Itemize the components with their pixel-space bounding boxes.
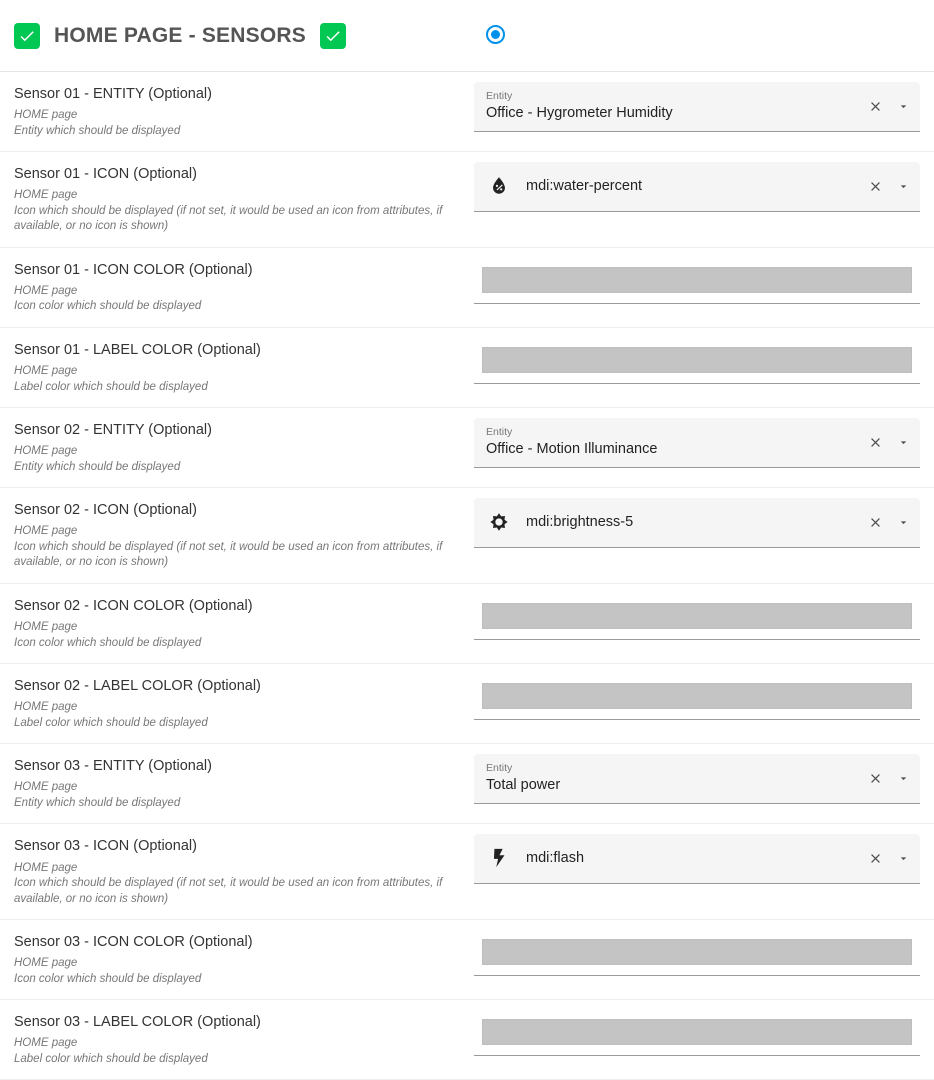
icon-picker[interactable]: [474, 498, 920, 548]
row-control-group: [474, 744, 934, 812]
row-label-group: [0, 248, 474, 327]
row-title: Sensor 01 - LABEL COLOR (Optional): [14, 341, 261, 358]
row-control-group: [474, 248, 934, 312]
color-swatch[interactable]: [482, 683, 912, 709]
color-input[interactable]: [474, 594, 920, 640]
radio-inner-dot: [491, 30, 500, 39]
row-description: Entity which should be displayed: [14, 796, 181, 809]
row-page-note: HOME page: [14, 109, 78, 122]
row-description: Label color which should be displayed: [14, 380, 208, 393]
icon-picker-actions: [866, 849, 912, 867]
clear-icon[interactable]: [866, 433, 884, 451]
row-control-group: [474, 328, 934, 392]
row-label-group: [0, 72, 474, 151]
row-label-group: [0, 584, 474, 663]
icon-field-value: mdi:brightness-5: [526, 514, 634, 531]
settings-row: [0, 328, 934, 408]
row-label-group: [0, 408, 474, 487]
row-title: Sensor 03 - ICON (Optional): [14, 838, 197, 855]
icon-picker-actions: [866, 177, 912, 195]
color-swatch[interactable]: [482, 347, 912, 373]
entity-picker[interactable]: [474, 418, 920, 468]
settings-row: [0, 152, 934, 248]
header-radio-button[interactable]: [486, 25, 508, 47]
clear-icon[interactable]: [866, 177, 884, 195]
color-swatch[interactable]: [482, 1019, 912, 1045]
settings-row: [0, 1000, 934, 1080]
settings-row: [0, 664, 934, 744]
row-title: Sensor 03 - ENTITY (Optional): [14, 758, 212, 775]
row-label-group: [0, 152, 474, 247]
row-control-group: [474, 408, 934, 476]
color-input[interactable]: [474, 674, 920, 720]
icon-picker[interactable]: [474, 834, 920, 884]
chevron-down-icon[interactable]: [894, 177, 912, 195]
entity-picker-texts: [486, 426, 856, 459]
entity-field-value: Total power: [486, 777, 561, 794]
row-title: Sensor 01 - ENTITY (Optional): [14, 86, 212, 102]
row-description: Label color which should be displayed: [14, 1052, 208, 1065]
color-swatch[interactable]: [482, 603, 912, 629]
entity-field-label: Entity: [486, 425, 513, 438]
entity-picker-actions: [866, 433, 912, 451]
color-swatch[interactable]: [482, 267, 912, 293]
row-control-group: [474, 824, 934, 892]
row-description: Icon color which should be displayed: [14, 300, 202, 313]
row-page-note: HOME page: [14, 861, 78, 874]
row-title: Sensor 01 - ICON (Optional): [14, 166, 197, 183]
entity-picker-actions: [866, 769, 912, 787]
chevron-down-icon[interactable]: [894, 849, 912, 867]
row-control-group: [474, 488, 934, 556]
icon-picker[interactable]: [474, 162, 920, 212]
page-header: [0, 0, 934, 72]
entity-field-label: Entity: [486, 761, 513, 774]
row-description: Entity which should be displayed: [14, 124, 181, 137]
row-title: Sensor 03 - ICON COLOR (Optional): [14, 934, 253, 951]
entity-picker-texts: [486, 90, 856, 123]
row-title: Sensor 02 - ICON (Optional): [14, 502, 197, 519]
settings-row: [0, 248, 934, 328]
row-description: Icon which should be displayed (if not set, it would be used an icon from attributes, if available, or no icon is shown): [14, 204, 443, 233]
chevron-down-icon[interactable]: [894, 513, 912, 531]
settings-row: [0, 584, 934, 664]
page-title: HOME PAGE - SENSORS: [54, 23, 306, 47]
row-page-note: HOME page: [14, 284, 78, 297]
row-page-note: HOME page: [14, 525, 78, 538]
chevron-down-icon[interactable]: [894, 433, 912, 451]
row-description: Icon color which should be displayed: [14, 636, 202, 649]
row-page-note: HOME page: [14, 365, 78, 378]
clear-icon[interactable]: [866, 97, 884, 115]
settings-row: [0, 488, 934, 584]
settings-row: [0, 408, 934, 488]
color-input[interactable]: [474, 930, 920, 976]
row-page-note: HOME page: [14, 701, 78, 714]
color-input[interactable]: [474, 1010, 920, 1056]
water-percent-icon: [486, 175, 512, 197]
settings-row: [0, 920, 934, 1000]
entity-picker-actions: [866, 97, 912, 115]
row-description: Icon color which should be displayed: [14, 972, 202, 985]
row-title: Sensor 02 - ENTITY (Optional): [14, 422, 212, 439]
row-label-group: [0, 824, 474, 919]
row-control-group: [474, 664, 934, 728]
flash-icon: [486, 847, 512, 869]
chevron-down-icon[interactable]: [894, 769, 912, 787]
row-description: Icon which should be displayed (if not set, it would be used an icon from attributes, if available, or no icon is shown): [14, 877, 443, 905]
icon-field-value: mdi:flash: [526, 850, 585, 867]
row-page-note: HOME page: [14, 1037, 78, 1050]
settings-row: [0, 824, 934, 920]
header-checkbox-right[interactable]: [320, 23, 346, 49]
row-control-group: [474, 920, 934, 984]
row-label-group: [0, 328, 474, 407]
row-title: Sensor 03 - LABEL COLOR (Optional): [14, 1014, 261, 1031]
settings-rows: [0, 72, 934, 1080]
row-page-note: HOME page: [14, 621, 78, 634]
row-description: Entity which should be displayed: [14, 460, 181, 473]
row-control-group: [474, 72, 934, 140]
header-checkbox-left[interactable]: [14, 23, 40, 49]
row-label-group: [0, 920, 474, 999]
row-title: Sensor 01 - ICON COLOR (Optional): [14, 261, 253, 278]
row-description: Label color which should be displayed: [14, 716, 208, 729]
chevron-down-icon[interactable]: [894, 97, 912, 115]
row-control-group: [474, 1000, 934, 1064]
row-control-group: [474, 152, 934, 220]
settings-row: [0, 72, 934, 152]
row-title: Sensor 02 - ICON COLOR (Optional): [14, 597, 253, 614]
brightness-5-icon: [486, 511, 512, 533]
entity-picker-texts: [486, 762, 856, 795]
row-label-group: [0, 488, 474, 583]
settings-row: [0, 744, 934, 824]
color-input[interactable]: [474, 258, 920, 304]
row-description: Icon which should be displayed (if not set, it would be used an icon from attributes, if available, or no icon is shown): [14, 540, 443, 569]
clear-icon[interactable]: [866, 513, 884, 531]
row-label-group: [0, 1000, 474, 1079]
row-page-note: HOME page: [14, 445, 78, 458]
color-swatch[interactable]: [482, 939, 912, 965]
row-title: Sensor 02 - LABEL COLOR (Optional): [14, 678, 261, 695]
row-control-group: [474, 584, 934, 648]
row-page-note: HOME page: [14, 957, 78, 970]
clear-icon[interactable]: [866, 769, 884, 787]
row-page-note: HOME page: [14, 781, 78, 794]
entity-field-value: Office - Hygrometer Humidity: [486, 105, 673, 122]
entity-field-value: Office - Motion Illuminance: [486, 441, 658, 458]
icon-picker-actions: [866, 513, 912, 531]
clear-icon[interactable]: [866, 849, 884, 867]
radio-outer-circle: [486, 25, 505, 44]
icon-field-value: mdi:water-percent: [526, 178, 643, 195]
row-label-group: [0, 744, 474, 823]
entity-picker[interactable]: [474, 754, 920, 804]
entity-picker[interactable]: [474, 82, 920, 132]
row-label-group: [0, 664, 474, 743]
entity-field-label: Entity: [486, 89, 513, 102]
row-page-note: HOME page: [14, 189, 78, 202]
color-input[interactable]: [474, 338, 920, 384]
